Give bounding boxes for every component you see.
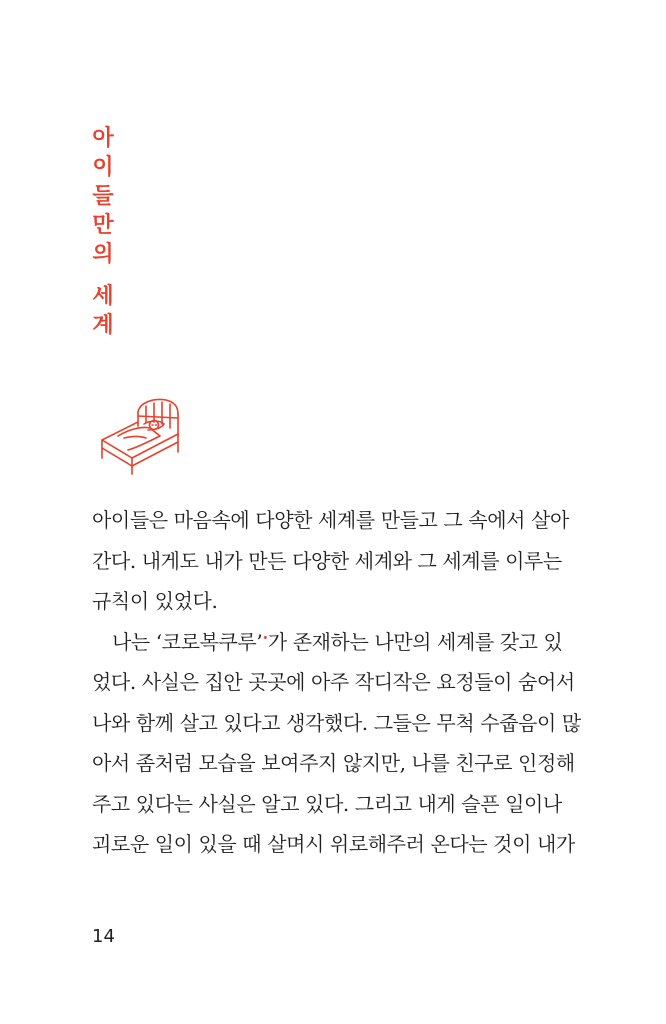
text-line: 아서 좀처럼 모습을 보여주지 않지만, 나를 친구로 인정해: [92, 751, 575, 775]
bed-with-sleeping-child-icon: [88, 392, 192, 476]
text-line: [92, 622, 582, 663]
chapter-title-char: 만: [92, 213, 114, 238]
chapter-title: [88, 124, 118, 340]
chapter-title-char: 의: [92, 242, 114, 267]
text-line: 간다. 내게도 내가 만든 다양한 세계와 그 세계를 이루는: [92, 548, 562, 573]
body-text: [92, 500, 582, 865]
page-number: 14: [92, 926, 115, 947]
chapter-title-char: 아: [92, 126, 114, 151]
paragraph: [92, 622, 582, 865]
chapter-title-char: 세: [92, 284, 114, 309]
text-line: 나와 함께 살고 있다고 생각했다. 그들은 무척 수줍음이 많: [92, 710, 581, 735]
footnote-marker: •: [262, 632, 268, 644]
text-line: 주고 있다는 사실은 알고 있다. 그리고 내게 슬픈 일이나: [92, 791, 562, 816]
text-segment: 나는 ‘코로복쿠루’: [112, 629, 263, 654]
text-line: 규칙이 있었다.: [92, 589, 218, 613]
text-line: 었다. 사실은 집안 곳곳에 아주 작디작은 요정들이 숨어서: [92, 670, 575, 694]
text-line: 아이들은 마음속에 다양한 세계를 만들고 그 속에서 살아: [92, 508, 569, 532]
chapter-title-char: 들: [92, 184, 114, 209]
text-line: 괴로운 일이 있을 때 살며시 위로해주러 온다는 것이 내가: [92, 832, 575, 856]
chapter-title-char: 계: [92, 313, 114, 338]
chapter-title-char: 이: [92, 155, 114, 180]
text-segment: 가 존재하는 나만의 세계를 갖고 있: [267, 629, 563, 654]
paragraph: [92, 500, 582, 622]
